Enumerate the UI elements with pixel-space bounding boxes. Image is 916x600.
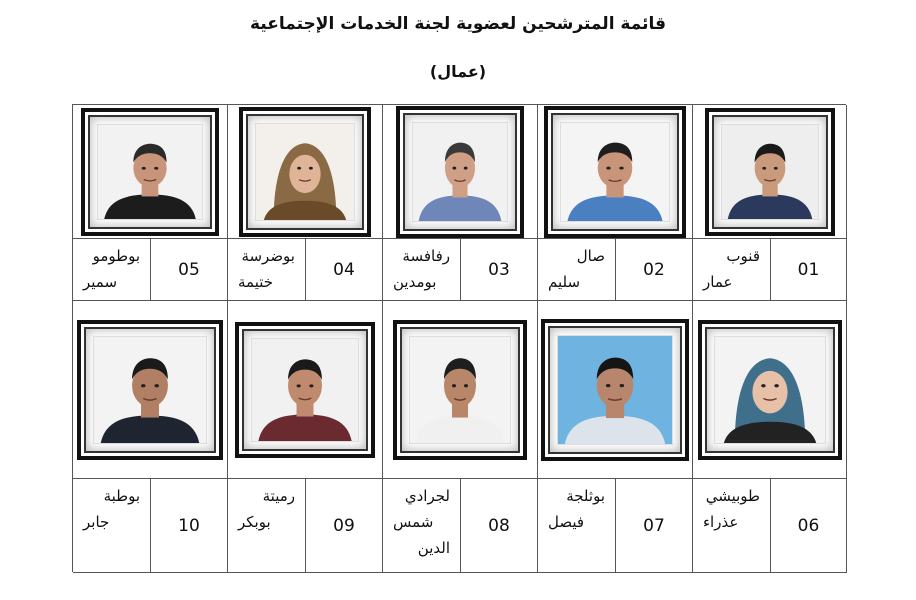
eye-right	[620, 384, 625, 387]
candidate-name-line: عذراء	[703, 513, 739, 531]
candidate-number-text: 01	[797, 259, 820, 280]
eye-right	[774, 384, 778, 387]
portrait-graphic	[98, 125, 202, 219]
candidate-photo-cell	[228, 301, 383, 479]
candidate-photo	[255, 123, 355, 221]
candidate-name	[538, 479, 616, 573]
portrait-graphic	[256, 124, 354, 220]
candidate-photo-cell	[693, 105, 847, 239]
candidate-number	[306, 239, 383, 301]
candidate-number-text: 08	[488, 515, 510, 536]
candidate-name	[693, 479, 771, 573]
face-shape	[752, 370, 787, 412]
eye-left	[452, 166, 456, 169]
eye-left	[761, 384, 765, 387]
candidate-photo	[409, 336, 511, 444]
candidate-number	[151, 479, 228, 573]
candidate-name	[538, 239, 616, 301]
eye-right	[619, 166, 623, 169]
eye-right	[464, 384, 468, 387]
photo-frame	[396, 106, 524, 238]
candidate-number-text: 05	[178, 259, 200, 280]
candidate-name-line: رفافسة	[402, 247, 450, 265]
candidate-name-line: رميتة	[262, 487, 295, 505]
candidate-name-line: بوثلجة	[566, 487, 605, 505]
candidate-name-line: صال	[576, 247, 605, 265]
candidate-name-line: قنوب	[726, 247, 760, 265]
candidate-name-line: سليم	[548, 273, 581, 291]
candidate-name	[73, 479, 151, 573]
candidate-name-line: بوطومو	[92, 247, 140, 265]
candidate-number	[616, 239, 693, 301]
candidate-photo-cell	[538, 105, 693, 239]
candidate-name-line: شمس	[393, 513, 434, 531]
candidate-number-text: 04	[333, 259, 355, 280]
eye-right	[154, 166, 158, 169]
candidate-number	[771, 479, 847, 573]
candidate-number	[616, 479, 693, 573]
photo-frame	[77, 320, 223, 460]
candidate-name-line: بوطبة	[103, 487, 140, 505]
photo-frame	[393, 320, 527, 460]
candidate-photo	[412, 122, 508, 222]
eye-left	[452, 384, 456, 387]
photo-frame	[705, 108, 835, 236]
portrait-graphic	[94, 337, 206, 443]
eye-right	[309, 166, 313, 169]
candidate-name-line: لجرادي	[404, 487, 450, 505]
eye-left	[606, 166, 610, 169]
candidate-name-line: بوضرسة	[241, 247, 295, 265]
candidates-grid	[72, 104, 846, 572]
candidate-number	[151, 239, 228, 301]
candidate-photo-cell	[228, 105, 383, 239]
candidate-photo-cell	[383, 301, 538, 479]
portrait-graphic	[410, 337, 510, 443]
candidate-photo	[721, 124, 819, 220]
candidate-name-line: بومدين	[393, 273, 437, 291]
candidate-number-text: 02	[643, 259, 665, 280]
candidate-name-line: سمير	[83, 273, 118, 291]
document-title: قائمة المترشحين لعضوية لجنة الخدمات الإجتماعية	[249, 14, 667, 34]
candidate-photo	[557, 335, 673, 445]
photo-frame	[81, 108, 219, 236]
candidate-name	[383, 239, 461, 301]
candidate-name-line: الدين	[417, 539, 450, 557]
eye-left	[762, 166, 766, 169]
photo-frame	[544, 106, 686, 238]
candidate-photo	[714, 336, 826, 444]
photo-frame	[239, 107, 371, 237]
candidate-photo	[97, 124, 203, 220]
candidate-photo-cell	[538, 301, 693, 479]
candidate-number-text: 06	[797, 515, 820, 536]
candidate-name	[693, 239, 771, 301]
candidate-name-line: طوبيشي	[705, 487, 760, 505]
eye-right	[773, 166, 777, 169]
candidate-photo	[560, 122, 670, 222]
candidate-number	[306, 479, 383, 573]
candidate-photo-cell	[73, 105, 228, 239]
candidate-name	[383, 479, 461, 573]
eye-left	[297, 166, 301, 169]
candidate-name	[73, 239, 151, 301]
portrait-graphic	[722, 125, 818, 219]
eye-right	[154, 384, 158, 387]
candidate-number-text: 10	[178, 515, 200, 536]
candidate-name-line: بوبكر	[238, 513, 271, 531]
candidate-photo	[93, 336, 207, 444]
eye-left	[606, 384, 611, 387]
candidate-name-line: عمار	[703, 273, 733, 291]
photo-frame	[235, 322, 375, 458]
eye-right	[464, 166, 468, 169]
portrait-graphic	[252, 339, 358, 441]
candidate-number-text: 09	[333, 515, 355, 536]
eye-left	[141, 384, 145, 387]
eye-right	[309, 384, 313, 387]
candidate-name-line: فيصل	[548, 513, 585, 531]
candidate-name	[228, 239, 306, 301]
photo-frame	[541, 319, 689, 461]
portrait-graphic	[558, 336, 672, 444]
candidate-photo-cell	[693, 301, 847, 479]
eye-left	[142, 166, 146, 169]
candidate-photo-cell	[383, 105, 538, 239]
portrait-graphic	[413, 123, 507, 221]
portrait-graphic	[561, 123, 669, 221]
face-shape	[289, 154, 320, 192]
photo-frame	[698, 320, 842, 460]
candidate-number-text: 07	[643, 515, 665, 536]
document-subtitle: (عمال)	[429, 62, 487, 81]
candidate-photo	[251, 338, 359, 442]
candidate-name-line: ختيمة	[238, 273, 274, 291]
eye-left	[297, 384, 301, 387]
candidate-name	[228, 479, 306, 573]
candidate-photo-cell	[73, 301, 228, 479]
candidate-number	[461, 479, 538, 573]
candidate-number-text: 03	[488, 259, 510, 280]
candidate-number	[771, 239, 847, 301]
portrait-graphic	[715, 337, 825, 443]
candidate-number	[461, 239, 538, 301]
candidate-name-line: جابر	[83, 513, 110, 531]
